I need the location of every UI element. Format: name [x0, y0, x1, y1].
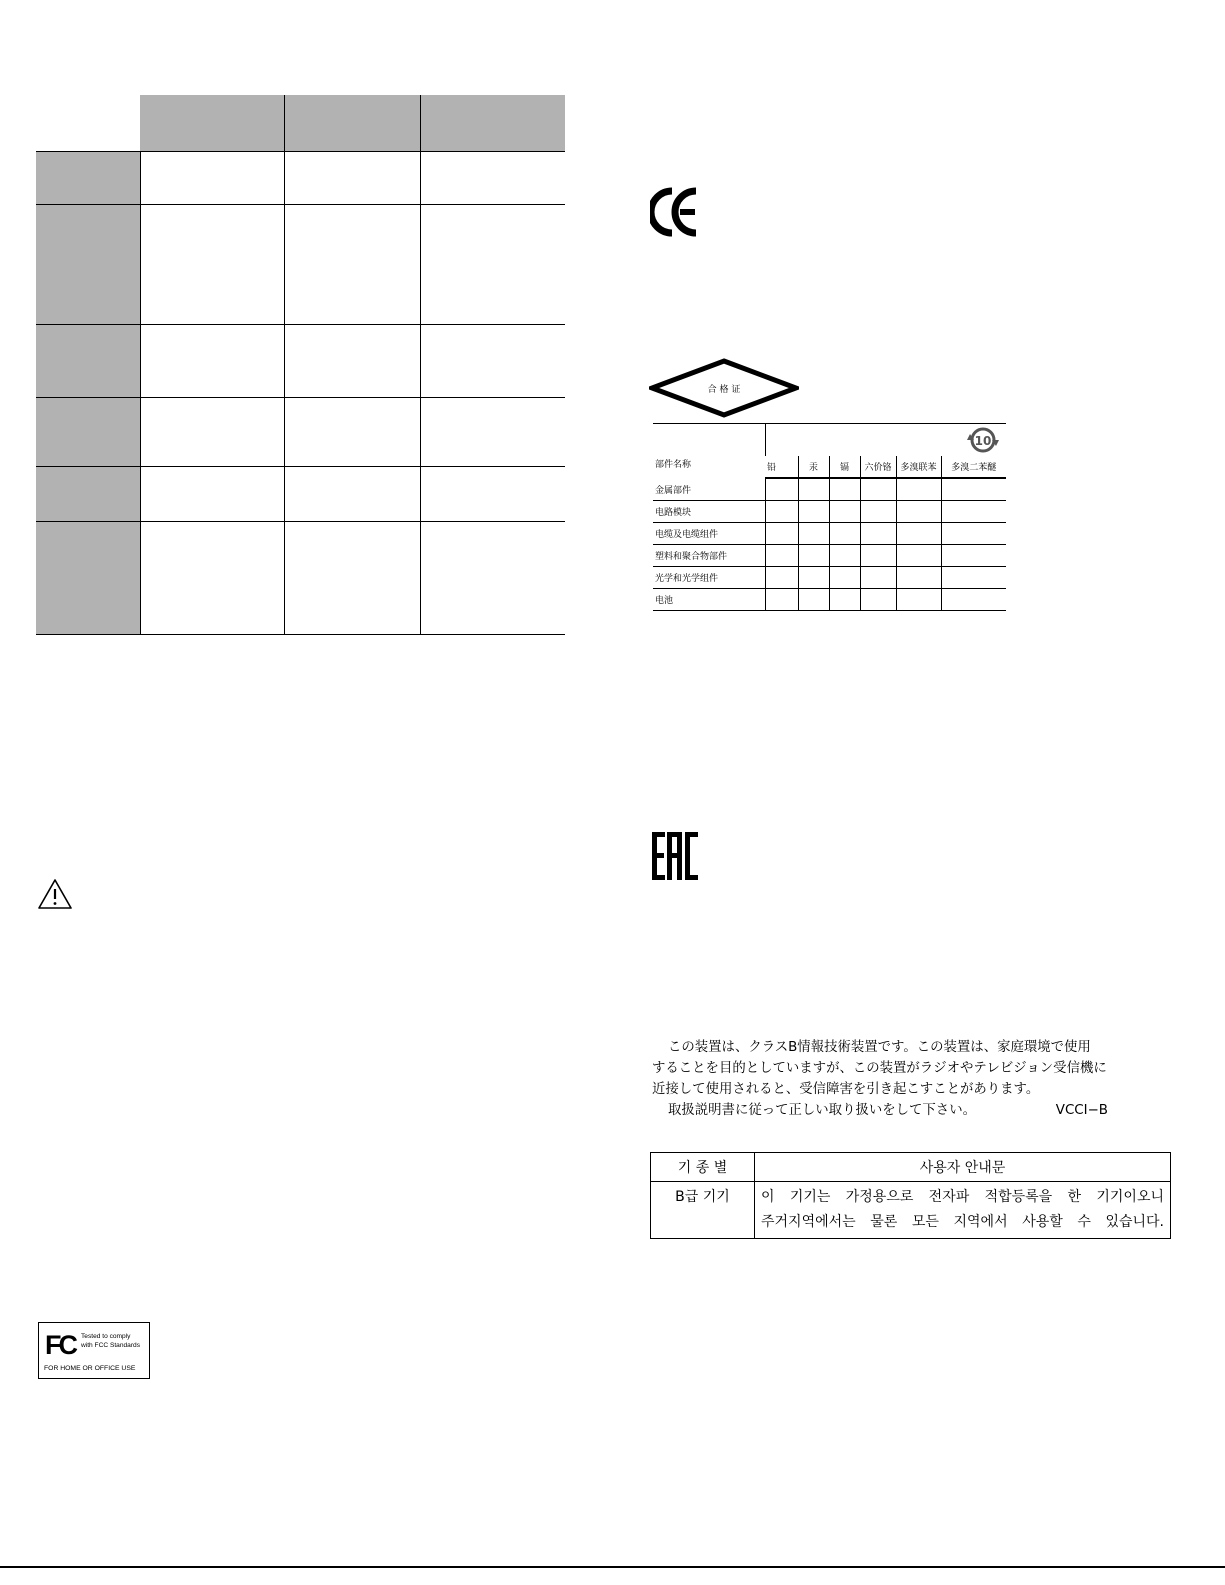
- ccc-diamond-icon: [649, 358, 799, 418]
- grid-row: [36, 522, 565, 635]
- rohs-substance-header: 多溴二苯醚: [941, 456, 1006, 478]
- ccc-text: 合 格 证: [707, 385, 741, 395]
- kc-header-guide: 사용자 안내문: [755, 1153, 1171, 1182]
- rohs-row: [653, 545, 1006, 567]
- kc-class-b-table: [650, 1152, 1171, 1239]
- rohs-part-name-header: 部件名称: [653, 424, 765, 479]
- grid-row-header: [36, 398, 140, 467]
- grid-header-cell: [284, 95, 420, 152]
- rohs-part-name: 塑料和聚合物部件: [653, 545, 765, 567]
- rohs-part-name: 电缆及电缆组件: [653, 523, 765, 545]
- efup-period: 10: [974, 434, 992, 448]
- rohs-substance-header: 汞: [798, 456, 829, 478]
- rohs-part-name: 金属部件: [653, 478, 765, 501]
- grid-row: [36, 398, 565, 467]
- rohs-row: [653, 589, 1006, 611]
- fcc-use-text: FOR HOME OR OFFICE USE: [44, 1365, 136, 1372]
- vcci-line: 取扱説明書に従って正しい取り扱いをして下さい。: [668, 1103, 976, 1118]
- rohs-part-name: 电路模块: [653, 501, 765, 523]
- vcci-line: この装置は、クラスB情報技術装置です。この装置は、家庭環境で使用: [668, 1040, 1091, 1055]
- kc-guide-line: 주거지역에서는 물론 모든 지역에서 사용할 수 있습니다.: [761, 1214, 1164, 1230]
- grid-header-cell: [420, 95, 565, 152]
- rohs-row: [653, 478, 1006, 501]
- kc-guide-line: 이 기기는 가정용으로 전자파 적합등록을 한 기기이오니: [761, 1189, 1164, 1205]
- fcc-logo-text: FC: [45, 1330, 75, 1359]
- rohs-row: [653, 523, 1006, 545]
- compliance-grid-table: [36, 95, 565, 635]
- grid-row-header: [36, 325, 140, 398]
- grid-row: [36, 325, 565, 398]
- rohs-part-name: 电池: [653, 589, 765, 611]
- fcc-tested-line: with FCC Standards: [81, 1341, 140, 1349]
- rohs-row: [653, 567, 1006, 589]
- grid-row: [36, 467, 565, 522]
- ce-mark: [650, 187, 698, 237]
- fcc-logo-box: [38, 1322, 150, 1379]
- eac-mark: [650, 830, 700, 882]
- grid-header-cell: [140, 95, 284, 152]
- grid-row-header: [36, 522, 140, 635]
- kc-class-label: B급 기기: [651, 1182, 755, 1239]
- vcci-statement: [652, 1037, 1108, 1121]
- grid-row-header: [36, 205, 140, 325]
- rohs-substance-header: 多溴联苯: [896, 456, 941, 478]
- warning-icon: [37, 878, 73, 910]
- grid-row: [36, 152, 565, 205]
- rohs-substance-header: 镉: [829, 456, 860, 478]
- grid-row-header: [36, 152, 140, 205]
- grid-row: [36, 205, 565, 325]
- fcc-logo-icon: [45, 1329, 79, 1359]
- bottom-rule: [0, 1566, 1225, 1568]
- fcc-tested-text: [81, 1333, 140, 1350]
- kc-guide-text: [755, 1182, 1171, 1239]
- grid-corner-cell: [36, 95, 140, 152]
- rohs-row: [653, 501, 1006, 523]
- efup-10-icon: [966, 425, 1000, 455]
- fcc-tested-line: Tested to comply: [81, 1333, 131, 1340]
- vcci-line: することを目的としていますが、この装置がラジオやテレビジョン受信機に: [652, 1061, 1107, 1076]
- vcci-line: 近接して使用されると、受信障害を引き起こすことがあります。: [652, 1082, 1040, 1097]
- rohs-substance-header: 铅: [765, 456, 798, 478]
- rohs-part-name: 光学和光学组件: [653, 567, 765, 589]
- grid-row-header: [36, 467, 140, 522]
- vcci-code: VCCI−B: [1055, 1103, 1108, 1118]
- rohs-substance-header: 六价铬: [860, 456, 896, 478]
- china-rohs-table: [653, 423, 1006, 611]
- kc-header-class: 기 종 별: [651, 1153, 755, 1182]
